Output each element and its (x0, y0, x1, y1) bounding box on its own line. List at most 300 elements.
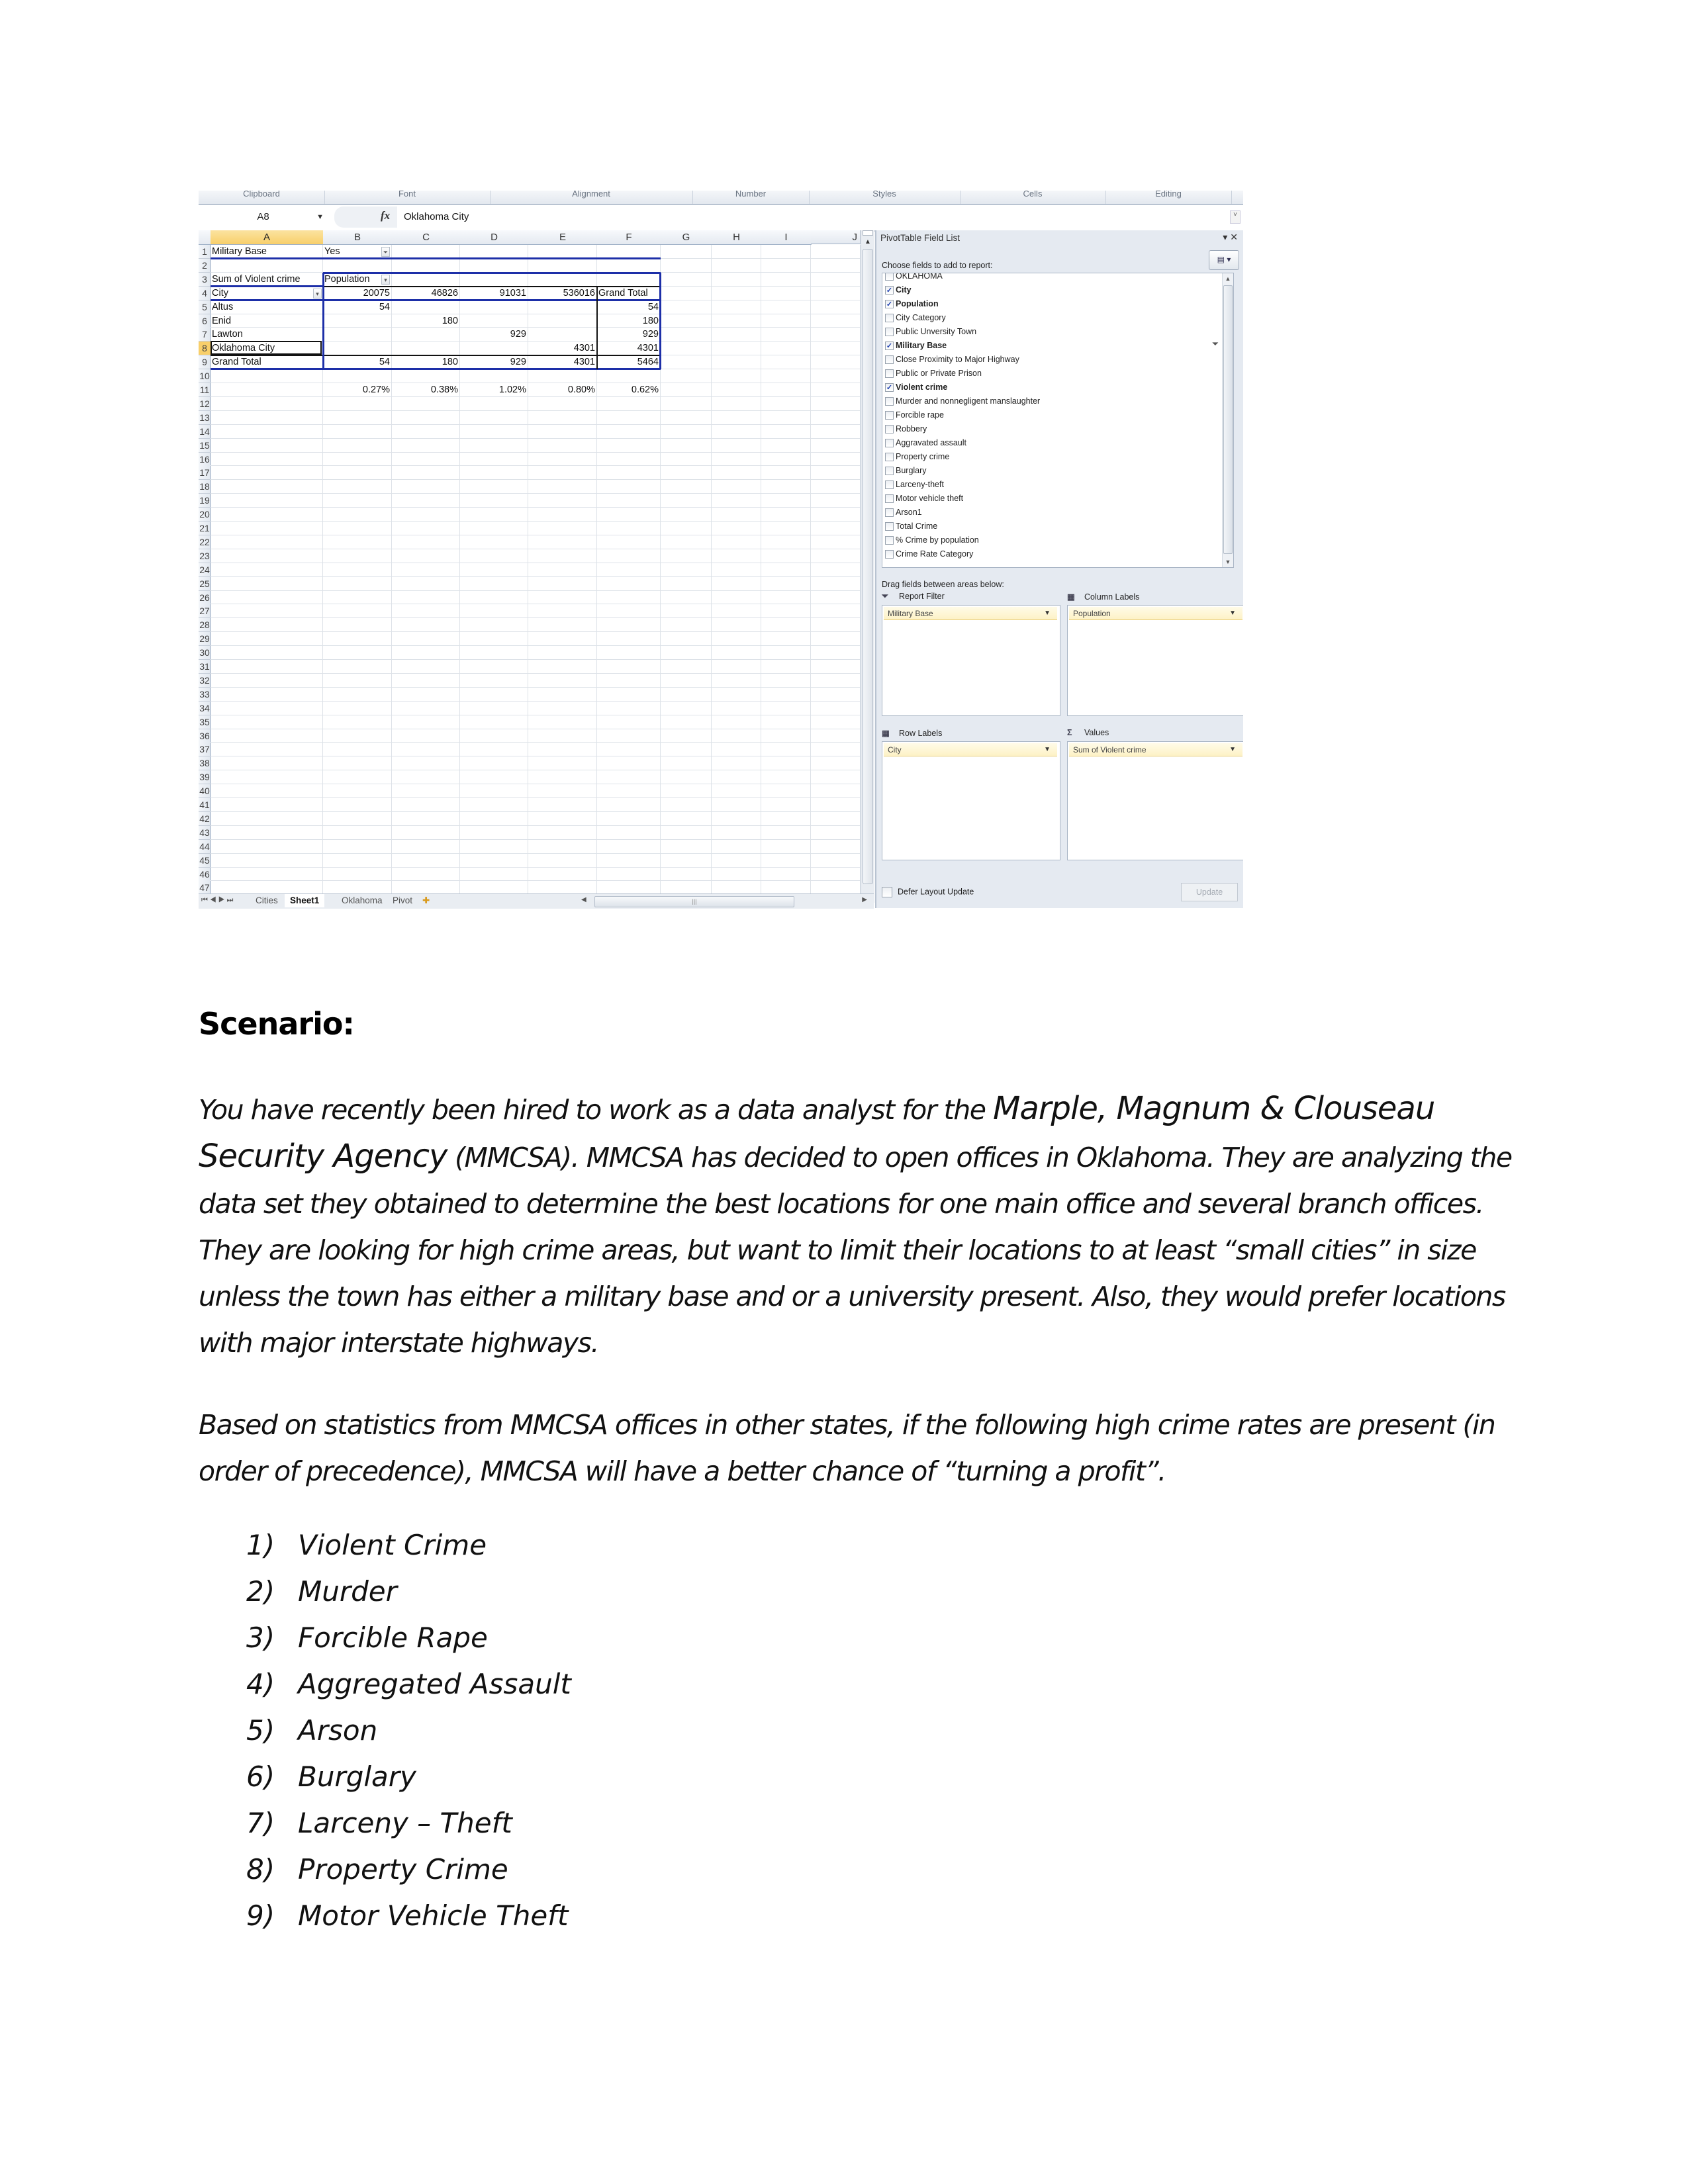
values-field-label: Sum of Violent crime (1073, 745, 1147, 754)
sheet-tab-cities[interactable]: Cities (256, 895, 278, 905)
field-label: Burglary (896, 466, 927, 475)
row-header[interactable]: 42 (199, 812, 211, 826)
row-header[interactable]: 23 (199, 549, 211, 563)
row-labels-area[interactable] (882, 741, 1060, 860)
crime-list-item (246, 1846, 571, 1893)
scroll-left-icon[interactable]: ◀ (581, 896, 586, 903)
pivot-column-value[interactable]: 20075 (363, 287, 390, 298)
field-label: Property crime (896, 452, 950, 461)
ribbon-group-styles[interactable]: Styles (809, 191, 961, 204)
pivot-row-field[interactable]: City (212, 287, 228, 298)
row-header[interactable]: 13 (199, 411, 211, 425)
list-number: 7) (246, 1807, 275, 1839)
field-item[interactable] (885, 283, 912, 296)
drag-fields-label: Drag fields between areas below: (882, 580, 1004, 589)
chevron-down-icon[interactable]: ▼ (1229, 610, 1236, 617)
row-header[interactable]: 45 (199, 854, 211, 868)
row-header[interactable]: 6 (199, 314, 211, 328)
row-header[interactable]: 19 (199, 494, 211, 508)
ribbon-group-clipboard[interactable]: Clipboard (199, 191, 325, 204)
row-header[interactable]: 26 (199, 591, 211, 605)
paragraph-intro-text: You have recently been hired to work as a data analyst for the (199, 1094, 993, 1126)
row-header[interactable]: 3 (199, 273, 211, 287)
field-item[interactable] (885, 520, 937, 533)
row-header[interactable]: 25 (199, 577, 211, 591)
field-label: City (896, 285, 912, 295)
field-label: Total Crime (896, 522, 938, 531)
column-labels-area[interactable] (1067, 605, 1243, 716)
row-header[interactable]: 14 (199, 425, 211, 439)
pivot-cell[interactable]: 929 (642, 329, 659, 340)
pivot-border (322, 273, 324, 369)
pivot-row-label[interactable]: Enid (212, 315, 232, 326)
update-button[interactable]: Update (1181, 883, 1238, 901)
column-header-f[interactable]: F (597, 230, 661, 245)
pivot-cell[interactable]: 180 (642, 315, 659, 326)
field-item[interactable] (885, 547, 973, 561)
row-labels-text: Row Labels (899, 729, 943, 738)
pivot-column-value[interactable]: 46826 (431, 287, 458, 298)
crime-list-item (246, 1615, 571, 1661)
field-label: Public Unversity Town (896, 327, 977, 336)
pivot-cell[interactable]: 4301 (637, 343, 659, 354)
horizontal-scrollbar[interactable] (581, 896, 872, 907)
row-header[interactable]: 4 (199, 287, 211, 300)
ribbon-group-alignment[interactable]: Alignment (490, 191, 693, 204)
excel-screenshot (199, 191, 1243, 917)
gridline (211, 396, 861, 397)
list-number: 9) (246, 1899, 275, 1932)
row-header[interactable]: 8 (199, 341, 211, 355)
gridline (211, 465, 861, 466)
scroll-up-icon[interactable]: ▲ (1225, 275, 1231, 282)
gridline (211, 742, 861, 743)
row-header[interactable]: 35 (199, 715, 211, 729)
gridline (211, 825, 861, 826)
pivot-grand-total-label[interactable]: Grand Total (212, 357, 261, 368)
row-labels-field-label: City (888, 745, 902, 754)
row-header[interactable]: 41 (199, 798, 211, 812)
field-list-scrollbar[interactable] (1222, 273, 1233, 567)
pivot-border (211, 355, 661, 356)
gridline (211, 631, 861, 632)
field-checkbox[interactable]: ✓ (886, 287, 893, 295)
crime-list-item (246, 1707, 571, 1754)
percent-cell[interactable]: 0.80% (567, 385, 595, 395)
row-header[interactable]: 43 (199, 826, 211, 840)
row-labels-label (882, 728, 942, 738)
row-header[interactable]: 39 (199, 770, 211, 784)
choose-fields-label: Choose fields to add to report: (882, 261, 993, 270)
row-header[interactable]: 27 (199, 604, 211, 618)
field-checkbox[interactable] (885, 480, 894, 489)
field-item[interactable] (885, 273, 943, 283)
pivot-cell[interactable]: 54 (647, 301, 659, 312)
column-field-dropdown-icon[interactable]: ▾ (381, 275, 390, 285)
column-header-i[interactable]: I (761, 230, 812, 245)
row-header[interactable]: 20 (199, 508, 211, 522)
field-checkbox[interactable] (885, 314, 894, 322)
field-label: Crime Rate Category (896, 549, 974, 559)
pivot-border (211, 285, 323, 287)
field-label: Larceny-theft (896, 480, 944, 489)
gridline (211, 880, 861, 881)
field-label: Military Base (896, 341, 947, 350)
row-header[interactable]: 44 (199, 840, 211, 854)
row-header[interactable]: 24 (199, 563, 211, 577)
field-list-title: PivotTable Field List (880, 233, 961, 243)
row-header[interactable]: 1 (199, 245, 211, 259)
list-number: 5) (246, 1714, 275, 1747)
criteria-paragraph: Based on statistics from MMCSA offices in other states, if the following high crime rates are present (in order of precedence), MMCSA will have a better chance of “turning a profit”. (199, 1409, 1495, 1487)
field-item[interactable] (885, 325, 976, 338)
field-item[interactable] (885, 408, 944, 422)
sheet-tab-sheet1[interactable]: Sheet1 (285, 894, 324, 907)
field-checkbox[interactable] (885, 273, 894, 281)
list-number: 2) (246, 1575, 275, 1608)
pivot-cell[interactable] (392, 341, 460, 355)
column-labels-field[interactable] (1069, 607, 1243, 620)
percent-cell[interactable]: 1.02% (498, 385, 526, 395)
column-header-a[interactable]: A (211, 230, 324, 245)
column-header-e[interactable]: E (528, 230, 598, 245)
field-list-layout-button[interactable] (1209, 250, 1239, 270)
list-label: Burglary (298, 1760, 416, 1793)
pivot-cell[interactable] (528, 328, 597, 341)
column-header-d[interactable]: D (460, 230, 529, 245)
ribbon-group-font[interactable]: Font (324, 191, 491, 204)
close-icon[interactable]: ✕ (1230, 232, 1241, 242)
scroll-down-icon[interactable]: ▼ (1225, 559, 1231, 565)
gridline (211, 867, 861, 868)
pivot-column-value[interactable]: 91031 (499, 287, 526, 298)
scroll-right-icon[interactable]: ▶ (862, 896, 867, 903)
pivot-cell[interactable]: 4301 (573, 343, 595, 354)
select-all-corner[interactable] (199, 230, 211, 245)
scroll-thumb[interactable] (863, 249, 873, 884)
field-checkbox[interactable]: ✓ (886, 384, 893, 392)
scroll-thumb[interactable]: ||| (594, 896, 794, 907)
list-label: Larceny – Theft (298, 1807, 512, 1839)
gridline (810, 245, 811, 895)
paragraph-body-text: (MMCSA). MMCSA has decided to open offices in Oklahoma. They are analyzing the data set they obtained to determine the best locations for one main office and several branch offices. They are looking for high crime areas, but want to limit their locations to at least “small cities” in size unless the town has either a military base and or a university present. Also, they would prefer locations with major interstate highways. (199, 1142, 1512, 1359)
pivot-column-value[interactable]: Grand Total (598, 287, 648, 298)
field-item[interactable] (885, 297, 939, 310)
sheet-tab-pivot[interactable]: Pivot (393, 895, 413, 905)
field-checkbox[interactable] (885, 550, 894, 559)
chevron-down-icon[interactable]: ▼ (1044, 746, 1051, 753)
pivot-filter-label[interactable]: Military Base (212, 246, 267, 257)
pivot-grand-total-cell[interactable]: 54 (379, 357, 390, 368)
gridline (211, 673, 861, 674)
column-header-j[interactable]: J (811, 230, 861, 244)
gridline (211, 493, 861, 494)
filter-dropdown-icon[interactable]: ⏷ (381, 247, 390, 257)
percent-cell[interactable]: 0.38% (430, 385, 458, 395)
field-checkbox[interactable] (885, 453, 894, 461)
report-filter-text: Report Filter (899, 592, 945, 601)
field-item[interactable] (885, 533, 979, 547)
pivot-row-label[interactable]: Lawton (212, 329, 243, 340)
column-header-b[interactable]: B (323, 230, 393, 245)
sheet-navigation-arrows[interactable]: ⏮◀▶⏭ (201, 896, 236, 904)
list-label: Motor Vehicle Theft (298, 1899, 569, 1932)
field-checkbox[interactable] (885, 522, 894, 531)
pivot-cell[interactable]: 929 (510, 329, 526, 340)
row-labels-field[interactable] (884, 743, 1057, 756)
pivot-cell[interactable] (460, 341, 528, 355)
expand-formula-bar-button[interactable]: ˅ (1230, 210, 1241, 224)
values-field[interactable] (1069, 743, 1243, 756)
gridline (211, 811, 861, 812)
row-header[interactable]: 12 (199, 397, 211, 411)
values-label (1067, 728, 1109, 737)
field-label: Population (896, 299, 939, 308)
row-header[interactable]: 17 (199, 466, 211, 480)
row-header[interactable]: 2 (199, 259, 211, 273)
gridline (211, 521, 861, 522)
percent-cell[interactable]: 0.27% (362, 385, 390, 395)
insert-sheet-icon[interactable]: ✚ (422, 895, 430, 905)
field-checklist (882, 273, 1234, 568)
field-item[interactable] (885, 450, 949, 463)
ribbon-group-editing[interactable]: Editing (1105, 191, 1232, 204)
row-header[interactable]: 7 (199, 328, 211, 341)
chevron-down-icon[interactable]: ▾ (1223, 232, 1231, 242)
field-checkbox[interactable] (885, 411, 894, 420)
gridline (211, 617, 861, 618)
field-checkbox[interactable] (885, 536, 894, 545)
crime-list-item (246, 1522, 571, 1569)
gridline (211, 797, 861, 798)
gridline (211, 701, 861, 702)
pivot-border (211, 299, 661, 301)
gridline (211, 438, 861, 439)
chevron-down-icon[interactable]: ▼ (1044, 610, 1051, 617)
row-header[interactable]: 18 (199, 480, 211, 494)
list-number: 1) (246, 1529, 275, 1561)
vertical-scrollbar[interactable] (861, 230, 874, 903)
list-number: 4) (246, 1668, 275, 1700)
gridline (211, 576, 861, 577)
field-label: Murder and nonnegligent manslaughter (896, 396, 1041, 406)
defer-layout-checkbox[interactable] (882, 887, 892, 897)
field-item[interactable] (885, 506, 922, 519)
pivot-cell[interactable] (323, 314, 392, 328)
row-header[interactable]: 31 (199, 660, 211, 674)
formula-input[interactable]: Oklahoma City (404, 211, 469, 222)
field-checkbox[interactable] (885, 397, 894, 406)
pivot-cell[interactable] (392, 328, 460, 341)
scenario-heading: Scenario: (199, 1006, 354, 1042)
pivot-border (659, 273, 661, 369)
row-header[interactable]: 30 (199, 646, 211, 660)
field-item[interactable] (885, 492, 963, 505)
defer-layout-label: Defer Layout Update (898, 887, 974, 897)
split-handle[interactable] (863, 230, 873, 236)
report-filter-field[interactable] (884, 607, 1057, 620)
ribbon-group-cells[interactable]: Cells (960, 191, 1106, 204)
row-header[interactable]: 15 (199, 439, 211, 453)
pivot-cell[interactable] (528, 314, 597, 328)
column-labels-label (1067, 592, 1139, 602)
pivot-border (596, 287, 598, 369)
scroll-up-icon[interactable]: ▲ (865, 238, 871, 246)
pivot-grand-total-cell[interactable]: 5464 (637, 357, 659, 368)
row-header[interactable]: 16 (199, 453, 211, 467)
gridline (711, 245, 712, 895)
pivot-column-field[interactable]: Population (324, 273, 370, 285)
chevron-down-icon[interactable]: ▼ (316, 213, 324, 221)
row-header[interactable]: 29 (199, 632, 211, 646)
pivot-row-label[interactable]: Oklahoma City (212, 343, 275, 354)
row-header[interactable]: 47 (199, 881, 211, 895)
row-header[interactable]: 37 (199, 743, 211, 756)
pivot-border (211, 368, 661, 370)
field-item[interactable] (885, 367, 982, 380)
pivot-row-label[interactable]: Altus (212, 301, 234, 312)
filter-icon: ⏷ (882, 592, 889, 601)
pivot-grand-total-cell[interactable]: 4301 (573, 357, 595, 368)
row-field-dropdown-icon[interactable]: ▾ (313, 289, 322, 298)
pivot-filter-value[interactable]: Yes (324, 246, 340, 257)
field-item[interactable] (885, 422, 927, 435)
pivot-grand-total-cell[interactable]: 180 (442, 357, 458, 368)
pivot-column-value[interactable]: 536016 (563, 287, 595, 298)
list-label: Violent Crime (298, 1529, 487, 1561)
field-item[interactable] (885, 353, 1019, 366)
field-item[interactable] (885, 436, 966, 449)
row-header[interactable]: 40 (199, 784, 211, 798)
name-box-value: A8 (257, 211, 269, 222)
field-item[interactable] (885, 381, 947, 394)
list-label: Forcible Rape (298, 1621, 488, 1654)
crime-priority-list (246, 1522, 571, 1939)
report-filter-field-label: Military Base (888, 609, 933, 618)
gridline (211, 687, 861, 688)
pivottable-field-list (875, 230, 1243, 908)
field-label: Robbery (896, 424, 927, 433)
row-header[interactable]: 33 (199, 688, 211, 702)
field-checkbox[interactable]: ✓ (886, 300, 893, 309)
gridline (211, 410, 861, 411)
pivot-border (211, 257, 661, 259)
row-header[interactable]: 11 (199, 383, 211, 397)
insert-function-icon[interactable]: fx (381, 209, 391, 222)
gridline (211, 424, 861, 425)
crime-list-item (246, 1661, 571, 1707)
gridline (211, 479, 861, 480)
field-checkbox[interactable]: ✓ (886, 342, 893, 351)
pivot-cell[interactable]: 54 (379, 301, 390, 312)
field-item[interactable] (885, 478, 944, 491)
report-filter-label (882, 592, 945, 602)
percent-cell[interactable]: 0.62% (631, 385, 659, 395)
column-header-c[interactable]: C (392, 230, 461, 245)
column-header-h[interactable]: H (712, 230, 762, 245)
row-header[interactable]: 10 (199, 369, 211, 383)
row-header[interactable]: 36 (199, 729, 211, 743)
values-text: Values (1084, 728, 1109, 737)
pivot-cell[interactable] (323, 328, 392, 341)
row-header[interactable]: 46 (199, 868, 211, 882)
field-item[interactable] (885, 311, 946, 324)
gridline (211, 659, 861, 660)
filter-icon: ⏷ (1211, 339, 1219, 349)
gridline (211, 839, 861, 840)
chevron-down-icon: ▾ (1227, 255, 1231, 264)
field-checkbox[interactable] (885, 369, 894, 378)
column-header-g[interactable]: G (661, 230, 712, 245)
gridline (211, 590, 861, 591)
gridline (211, 853, 861, 854)
values-area[interactable] (1067, 741, 1243, 860)
field-checkbox[interactable] (885, 439, 894, 447)
field-label: City Category (896, 313, 946, 322)
ribbon-group-number[interactable]: Number (692, 191, 810, 204)
row-header[interactable]: 38 (199, 756, 211, 770)
row-header[interactable]: 22 (199, 535, 211, 549)
pivot-cell[interactable]: 180 (442, 315, 458, 326)
pivot-cell[interactable] (460, 300, 528, 314)
field-list-controls (1223, 232, 1241, 243)
field-label: Public or Private Prison (896, 369, 982, 378)
field-checkbox[interactable] (885, 425, 894, 433)
row-header[interactable]: 5 (199, 300, 211, 314)
formula-bar (199, 205, 1243, 232)
pivot-cell[interactable] (528, 300, 597, 314)
row-header[interactable]: 34 (199, 702, 211, 715)
crime-list-item (246, 1893, 571, 1939)
list-label: Arson (298, 1714, 378, 1747)
row-header[interactable]: 28 (199, 618, 211, 632)
list-label: Murder (298, 1575, 397, 1608)
list-number: 6) (246, 1760, 275, 1793)
scroll-thumb[interactable] (1223, 285, 1233, 554)
pivot-cell[interactable] (460, 314, 528, 328)
pivot-cell[interactable] (392, 300, 460, 314)
field-item[interactable] (885, 339, 947, 352)
field-label: Close Proximity to Major Highway (896, 355, 1019, 364)
list-label: Property Crime (298, 1853, 508, 1886)
name-box[interactable] (199, 208, 328, 226)
pivot-cell[interactable] (323, 341, 392, 355)
field-checkbox[interactable] (885, 508, 894, 517)
pivot-values-label[interactable]: Sum of Violent crime (212, 273, 301, 285)
field-checkbox[interactable] (885, 328, 894, 336)
row-header[interactable]: 9 (199, 355, 211, 369)
defer-layout-update[interactable] (882, 887, 974, 897)
crime-list-item (246, 1569, 571, 1615)
field-checkbox[interactable] (885, 355, 894, 364)
row-header[interactable]: 21 (199, 522, 211, 535)
crime-list-item (246, 1800, 571, 1846)
field-item[interactable] (885, 464, 927, 477)
field-checkbox[interactable] (885, 494, 894, 503)
ribbon-group-bar (199, 191, 1243, 205)
pivot-grand-total-cell[interactable]: 929 (510, 357, 526, 368)
report-filter-area[interactable] (882, 605, 1060, 716)
field-label: Violent crime (896, 383, 948, 392)
row-header[interactable]: 32 (199, 674, 211, 688)
row-grid-icon: ▦ (882, 729, 890, 738)
sheet-tab-oklahoma[interactable]: Oklahoma (342, 895, 383, 905)
field-checkbox[interactable] (885, 467, 894, 475)
field-label: Motor vehicle theft (896, 494, 964, 503)
field-item[interactable] (885, 394, 1040, 408)
chevron-down-icon[interactable]: ▼ (1229, 746, 1236, 753)
field-label: OKLAHOMA (896, 273, 943, 281)
